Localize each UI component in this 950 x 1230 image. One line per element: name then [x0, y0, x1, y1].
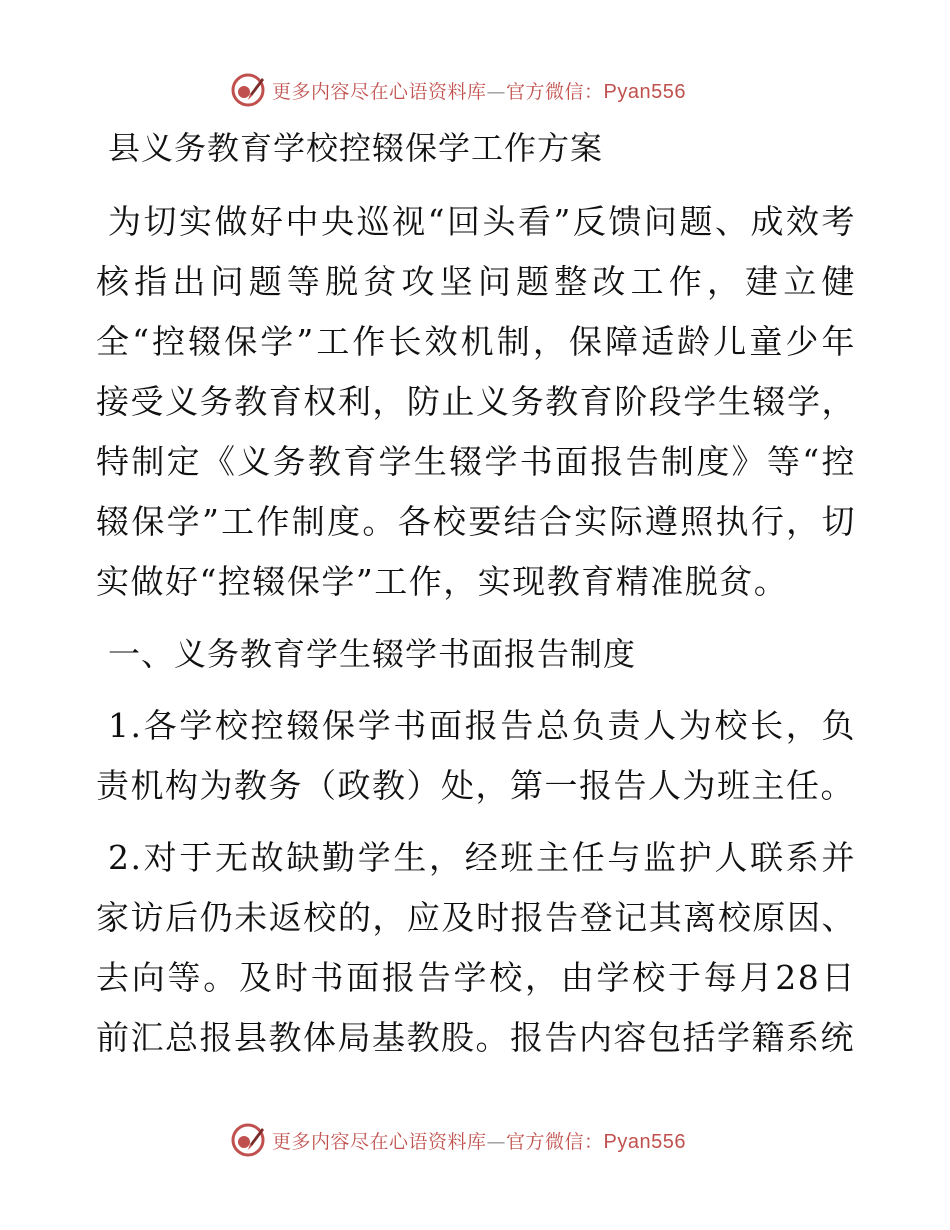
watermark-separator: —: [486, 1130, 507, 1153]
watermark-separator: —: [486, 80, 507, 103]
watermark-label: 官方微信：: [506, 1130, 604, 1153]
section-heading: 一、义务教育学生辍学书面报告制度: [108, 635, 637, 673]
pen-logo-icon: [230, 72, 266, 108]
watermark-id: Pyan556: [603, 80, 686, 103]
list-item-2: 2.对于无故缺勤学生，经班主任与监护人联系并家访后仍未返校的，应及时报告登记其离校原因、去向等。及时书面报告学校，由学校于每月28日前汇总报县教体局基教股。报告内容包括学籍系统: [96, 838, 856, 1057]
watermark-main: 更多内容尽在心语资料库: [272, 80, 487, 103]
watermark-id: Pyan556: [603, 1130, 686, 1153]
watermark-text: [272, 77, 686, 104]
watermark-main: 更多内容尽在心语资料库: [272, 1130, 487, 1153]
intro-paragraph: 为切实做好中央巡视“回头看”反馈问题、成效考核指出问题等脱贫攻坚问题整改工作，建立健全“控辍保学”工作长效机制，保障适龄儿童少年接受义务教育权利，防止义务教育阶段学生辍学，特制定《义务教育学生辍学书面报告制度》等“控辍保学”工作制度。各校要结合实际遵照执行，切实做好“控辍保学”工作，实现教育精准脱贫。: [96, 202, 856, 601]
watermark-text: [272, 1127, 686, 1154]
footer-watermark: [230, 1120, 750, 1160]
pen-logo-icon: [230, 1122, 266, 1158]
watermark-label: 官方微信：: [506, 80, 604, 103]
header-watermark: [230, 70, 750, 110]
document-title: 县义务教育学校控辍保学工作方案: [108, 129, 604, 167]
list-item-1: 1.各学校控辍保学书面报告总负责人为校长，负责机构为教务（政教）处，第一报告人为班主任。: [96, 706, 856, 805]
document-body: [96, 118, 856, 1068]
